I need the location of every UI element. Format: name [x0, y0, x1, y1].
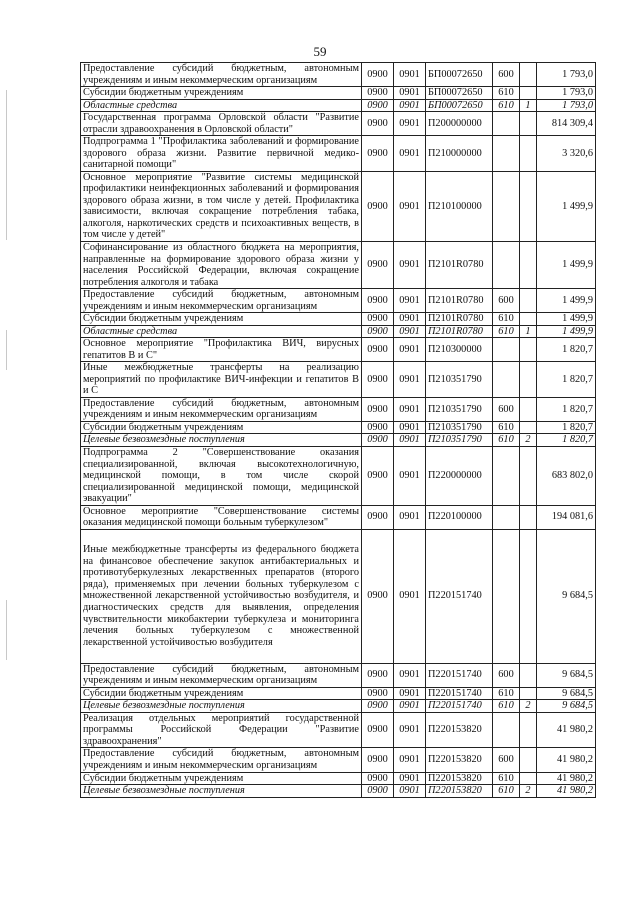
row-target-code: П2101R0780 — [426, 313, 493, 326]
row-target-code: П2101R0780 — [426, 325, 493, 338]
row-name: Субсидии бюджетным учреждениям — [81, 421, 362, 434]
row-source-code — [520, 313, 537, 326]
table-row — [81, 338, 596, 362]
row-name: Иные межбюджетные трансферты из федерального бюджета на финансовое обеспечение закупок антибактериальных и противотуберкулезных лекарственных препаратов (второго ряда), применяемых при лечении больных туберкулезом с множественной лекарственной устойчивостью возбудителя, и диагностических средств для выявления, определения чувствительности микобактерии туберкулеза и мониторинга лечения больных туберкулезом с множественной лекарственной устойчивостью возбудителя — [81, 529, 362, 663]
row-name: Предоставление субсидий бюджетным, автономным учреждениям и иным некоммерческим организациям — [81, 63, 362, 87]
row-target-code: П210351790 — [426, 421, 493, 434]
budget-table — [80, 62, 596, 798]
row-amount: 41 980,2 — [537, 712, 596, 748]
row-name: Целевые безвозмездные поступления — [81, 785, 362, 798]
row-source-code — [520, 241, 537, 288]
row-amount: 814 309,4 — [537, 112, 596, 136]
row-name: Государственная программа Орловской области "Развитие отрасли здравоохранения в Орловской области" — [81, 112, 362, 136]
row-name: Целевые безвозмездные поступления — [81, 434, 362, 447]
table-row — [81, 663, 596, 687]
row-expense-type: 610 — [493, 772, 520, 785]
row-name: Субсидии бюджетным учреждениям — [81, 772, 362, 785]
row-ved-code: 0900 — [362, 421, 394, 434]
row-expense-type: 600 — [493, 663, 520, 687]
row-target-code: П210351790 — [426, 397, 493, 421]
row-amount: 9 684,5 — [537, 687, 596, 700]
row-ved-code: 0900 — [362, 313, 394, 326]
row-source-code — [520, 663, 537, 687]
row-target-code: П220151740 — [426, 663, 493, 687]
row-amount: 9 684,5 — [537, 700, 596, 713]
row-ved-code: 0900 — [362, 712, 394, 748]
row-section-code: 0901 — [394, 112, 426, 136]
row-expense-type — [493, 112, 520, 136]
row-name: Реализация отдельных мероприятий государственной программы Российской Федерации "Развитие здравоохранения" — [81, 712, 362, 748]
row-ved-code: 0900 — [362, 241, 394, 288]
row-amount: 41 980,2 — [537, 772, 596, 785]
row-name: Основное мероприятие "Совершенствование системы оказания медицинской помощи больным туберкулезом" — [81, 505, 362, 529]
row-source-code — [520, 63, 537, 87]
row-section-code: 0901 — [394, 421, 426, 434]
row-name: Предоставление субсидий бюджетным, автономным учреждениям и иным некоммерческим организациям — [81, 397, 362, 421]
row-ved-code: 0900 — [362, 99, 394, 112]
row-amount: 9 684,5 — [537, 663, 596, 687]
row-target-code: П210351790 — [426, 362, 493, 398]
row-section-code: 0901 — [394, 712, 426, 748]
row-target-code: П220153820 — [426, 785, 493, 798]
table-row — [81, 136, 596, 172]
row-expense-type: 610 — [493, 313, 520, 326]
row-amount: 41 980,2 — [537, 748, 596, 772]
row-name: Основное мероприятие "Профилактика ВИЧ, вирусных гепатитов В и С" — [81, 338, 362, 362]
row-target-code: П220151740 — [426, 700, 493, 713]
row-source-code — [520, 687, 537, 700]
row-source-code: 2 — [520, 785, 537, 798]
row-ved-code: 0900 — [362, 338, 394, 362]
row-ved-code: 0900 — [362, 87, 394, 100]
row-expense-type — [493, 362, 520, 398]
row-target-code: П220000000 — [426, 447, 493, 506]
row-name: Софинансирование из областного бюджета на мероприятия, направленные на формирование здорового образа жизни у населения Российской Федерации, включая сокращение потребления алкоголя и табака — [81, 241, 362, 288]
row-name: Предоставление субсидий бюджетным, автономным учреждениям и иным некоммерческим организациям — [81, 663, 362, 687]
row-expense-type — [493, 338, 520, 362]
row-expense-type: 610 — [493, 99, 520, 112]
row-ved-code: 0900 — [362, 434, 394, 447]
row-ved-code: 0900 — [362, 663, 394, 687]
row-name: Субсидии бюджетным учреждениям — [81, 687, 362, 700]
row-source-code — [520, 112, 537, 136]
table-row — [81, 700, 596, 713]
row-target-code: П220153820 — [426, 712, 493, 748]
row-ved-code: 0900 — [362, 785, 394, 798]
row-ved-code: 0900 — [362, 700, 394, 713]
row-ved-code: 0900 — [362, 289, 394, 313]
table-row — [81, 325, 596, 338]
row-expense-type: 610 — [493, 434, 520, 447]
row-target-code: П220153820 — [426, 772, 493, 785]
row-ved-code: 0900 — [362, 112, 394, 136]
row-section-code: 0901 — [394, 434, 426, 447]
table-row — [81, 529, 596, 663]
row-section-code: 0901 — [394, 785, 426, 798]
row-source-code: 2 — [520, 434, 537, 447]
row-amount: 1 499,9 — [537, 241, 596, 288]
row-name: Целевые безвозмездные поступления — [81, 700, 362, 713]
row-ved-code: 0900 — [362, 772, 394, 785]
row-source-code — [520, 171, 537, 241]
row-expense-type: 600 — [493, 397, 520, 421]
row-target-code: П210100000 — [426, 171, 493, 241]
table-row — [81, 748, 596, 772]
row-target-code: П210300000 — [426, 338, 493, 362]
table-row — [81, 434, 596, 447]
row-section-code: 0901 — [394, 447, 426, 506]
margin-line — [6, 600, 7, 660]
page-number: 59 — [313, 44, 327, 59]
row-amount: 1 820,7 — [537, 397, 596, 421]
row-expense-type — [493, 447, 520, 506]
row-section-code: 0901 — [394, 289, 426, 313]
row-ved-code: 0900 — [362, 397, 394, 421]
row-amount: 1 499,9 — [537, 171, 596, 241]
table-row — [81, 241, 596, 288]
row-source-code — [520, 397, 537, 421]
row-ved-code: 0900 — [362, 748, 394, 772]
row-amount: 1 820,7 — [537, 421, 596, 434]
row-ved-code: 0900 — [362, 529, 394, 663]
row-name: Предоставление субсидий бюджетным, автономным учреждениям и иным некоммерческим организациям — [81, 289, 362, 313]
row-section-code: 0901 — [394, 63, 426, 87]
row-section-code: 0901 — [394, 748, 426, 772]
row-target-code: П220153820 — [426, 748, 493, 772]
table-row — [81, 112, 596, 136]
row-source-code — [520, 338, 537, 362]
row-amount: 194 081,6 — [537, 505, 596, 529]
row-section-code: 0901 — [394, 505, 426, 529]
row-expense-type: 610 — [493, 785, 520, 798]
row-section-code: 0901 — [394, 687, 426, 700]
row-target-code: БП00072650 — [426, 87, 493, 100]
row-amount: 9 684,5 — [537, 529, 596, 663]
row-name: Иные межбюджетные трансферты на реализацию мероприятий по профилактике ВИЧ-инфекции и гепатитов В и С — [81, 362, 362, 398]
row-expense-type: 600 — [493, 289, 520, 313]
row-source-code — [520, 712, 537, 748]
table-row — [81, 687, 596, 700]
row-source-code — [520, 748, 537, 772]
row-amount: 1 820,7 — [537, 434, 596, 447]
row-target-code: П220100000 — [426, 505, 493, 529]
row-ved-code: 0900 — [362, 171, 394, 241]
row-amount: 1 499,9 — [537, 289, 596, 313]
table-row — [81, 447, 596, 506]
row-amount: 1 793,0 — [537, 99, 596, 112]
row-expense-type: 610 — [493, 421, 520, 434]
row-target-code: П210351790 — [426, 434, 493, 447]
margin-line — [6, 330, 7, 370]
row-expense-type: 610 — [493, 87, 520, 100]
row-amount: 1 820,7 — [537, 338, 596, 362]
row-source-code — [520, 772, 537, 785]
table-row — [81, 313, 596, 326]
row-section-code: 0901 — [394, 325, 426, 338]
row-ved-code: 0900 — [362, 63, 394, 87]
row-ved-code: 0900 — [362, 325, 394, 338]
row-source-code: 1 — [520, 325, 537, 338]
row-expense-type — [493, 529, 520, 663]
row-name: Областные средства — [81, 325, 362, 338]
row-source-code — [520, 362, 537, 398]
row-target-code: П220151740 — [426, 687, 493, 700]
row-source-code — [520, 87, 537, 100]
table-row — [81, 63, 596, 87]
table-row — [81, 505, 596, 529]
row-amount: 683 802,0 — [537, 447, 596, 506]
row-section-code: 0901 — [394, 700, 426, 713]
row-target-code: БП00072650 — [426, 63, 493, 87]
row-name: Предоставление субсидий бюджетным, автономным учреждениям и иным некоммерческим организациям — [81, 748, 362, 772]
row-target-code: П210000000 — [426, 136, 493, 172]
table-row — [81, 421, 596, 434]
row-amount: 3 320,6 — [537, 136, 596, 172]
row-section-code: 0901 — [394, 529, 426, 663]
row-section-code: 0901 — [394, 338, 426, 362]
table-row — [81, 99, 596, 112]
row-target-code: БП00072650 — [426, 99, 493, 112]
row-amount: 1 793,0 — [537, 63, 596, 87]
row-expense-type: 610 — [493, 687, 520, 700]
margin-line — [6, 90, 7, 240]
row-section-code: 0901 — [394, 87, 426, 100]
row-section-code: 0901 — [394, 313, 426, 326]
row-source-code: 2 — [520, 700, 537, 713]
row-expense-type: 600 — [493, 63, 520, 87]
row-name: Подпрограмма 1 "Профилактика заболеваний и формирование здорового образа жизни. Развитие первичной медико-санитарной помощи" — [81, 136, 362, 172]
row-amount: 1 499,9 — [537, 313, 596, 326]
row-source-code — [520, 447, 537, 506]
row-ved-code: 0900 — [362, 447, 394, 506]
row-section-code: 0901 — [394, 171, 426, 241]
row-source-code — [520, 421, 537, 434]
row-name: Субсидии бюджетным учреждениям — [81, 313, 362, 326]
row-ved-code: 0900 — [362, 362, 394, 398]
table-row — [81, 397, 596, 421]
row-amount: 1 499,9 — [537, 325, 596, 338]
row-section-code: 0901 — [394, 362, 426, 398]
row-source-code — [520, 136, 537, 172]
row-expense-type: 600 — [493, 748, 520, 772]
row-expense-type — [493, 171, 520, 241]
budget-table-body — [81, 63, 596, 798]
row-section-code: 0901 — [394, 397, 426, 421]
table-row — [81, 772, 596, 785]
table-row — [81, 171, 596, 241]
row-section-code: 0901 — [394, 663, 426, 687]
table-row — [81, 712, 596, 748]
row-section-code: 0901 — [394, 136, 426, 172]
row-expense-type: 610 — [493, 700, 520, 713]
row-target-code: П2101R0780 — [426, 289, 493, 313]
row-section-code: 0901 — [394, 772, 426, 785]
row-target-code: П2101R0780 — [426, 241, 493, 288]
row-ved-code: 0900 — [362, 687, 394, 700]
row-expense-type — [493, 136, 520, 172]
row-ved-code: 0900 — [362, 505, 394, 529]
row-expense-type — [493, 505, 520, 529]
row-expense-type: 610 — [493, 325, 520, 338]
row-expense-type — [493, 241, 520, 288]
row-source-code — [520, 289, 537, 313]
row-name: Областные средства — [81, 99, 362, 112]
row-source-code — [520, 505, 537, 529]
row-amount: 1 793,0 — [537, 87, 596, 100]
row-name: Основное мероприятие "Развитие системы медицинской профилактики неинфекционных заболеваний и формирования здорового образа жизни, в том числе у детей. Профилактика зависимости, включая сокращение потребления табака, алкоголя, наркотических средств и психоактивных веществ, в том числе у детей" — [81, 171, 362, 241]
table-row — [81, 785, 596, 798]
row-ved-code: 0900 — [362, 136, 394, 172]
row-source-code — [520, 529, 537, 663]
row-source-code: 1 — [520, 99, 537, 112]
table-row — [81, 362, 596, 398]
row-amount: 1 820,7 — [537, 362, 596, 398]
table-row — [81, 289, 596, 313]
row-section-code: 0901 — [394, 99, 426, 112]
row-name: Подпрограмма 2 "Совершенствование оказания специализированной, включая высокотехнологичную, медицинской помощи, в том числе скорой специализированной медицинской помощи, медицинской эвакуации" — [81, 447, 362, 506]
row-name: Субсидии бюджетным учреждениям — [81, 87, 362, 100]
row-amount: 41 980,2 — [537, 785, 596, 798]
row-section-code: 0901 — [394, 241, 426, 288]
table-row — [81, 87, 596, 100]
row-target-code: П220151740 — [426, 529, 493, 663]
row-target-code: П200000000 — [426, 112, 493, 136]
row-expense-type — [493, 712, 520, 748]
